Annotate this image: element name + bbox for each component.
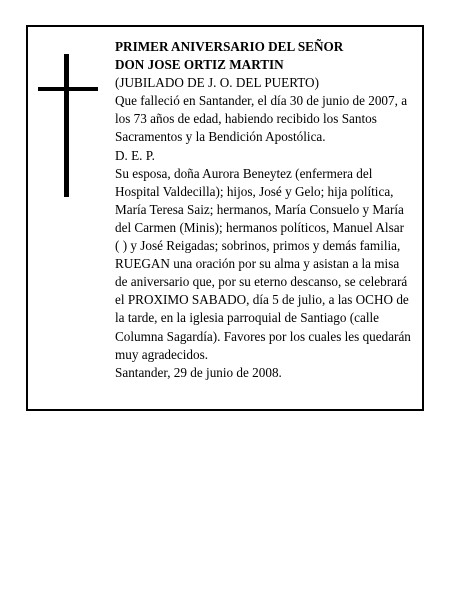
cross-vertical-bar	[64, 54, 69, 197]
cross-horizontal-bar	[38, 87, 98, 91]
notice-body-line: la tarde, en la iglesia parroquial de Santiago (calle	[115, 310, 380, 326]
notice-body-line: muy agradecidos.	[115, 346, 209, 362]
notice-title-line-2: DON JOSE ORTIZ MARTIN	[115, 57, 284, 73]
notice-body-line: RUEGAN una oración por su alma y asistan a la misa	[115, 256, 400, 272]
notice-body-line: el PROXIMO SABADO, día 5 de julio, a las OCHO de	[115, 292, 409, 308]
notice-body-line: ( ) y José Reigadas; sobrinos, primos y demás familia,	[115, 238, 401, 254]
notice-body-line: Sacramentos y la Bendición Apostólica.	[115, 129, 326, 145]
notice-body-line: del Carmen (Minis); hermanos políticos, Manuel Alsar	[115, 219, 404, 235]
notice-body-line: Que falleció en Santander, el día 30 de junio de 2007, a	[115, 93, 408, 109]
notice-subtitle: (JUBILADO DE J. O. DEL PUERTO)	[115, 75, 319, 91]
notice-dep-line: D. E. P.	[115, 147, 155, 163]
notice-body-line: los 73 años de edad, habiendo recibido los Santos	[115, 111, 377, 127]
notice-title-line-1: PRIMER ANIVERSARIO DEL SEÑOR	[115, 39, 344, 54]
obituary-text	[115, 38, 423, 382]
latin-cross-icon	[38, 54, 98, 197]
notice-date-line: Santander, 29 de junio de 2008.	[115, 364, 282, 380]
notice-body-line: Columna Sagardía). Favores por los cuales les quedarán	[115, 328, 411, 344]
notice-body-line: Su esposa, doña Aurora Beneytez (enfermera del	[115, 165, 373, 181]
notice-body-line: Hospital Valdecilla); hijos, José y Gelo; hija política,	[115, 183, 394, 199]
notice-body-line: de aniversario que, por su eterno descanso, se celebrará	[115, 274, 408, 290]
notice-body-line: María Teresa Saiz; hermanos, María Consuelo y María	[115, 201, 404, 217]
